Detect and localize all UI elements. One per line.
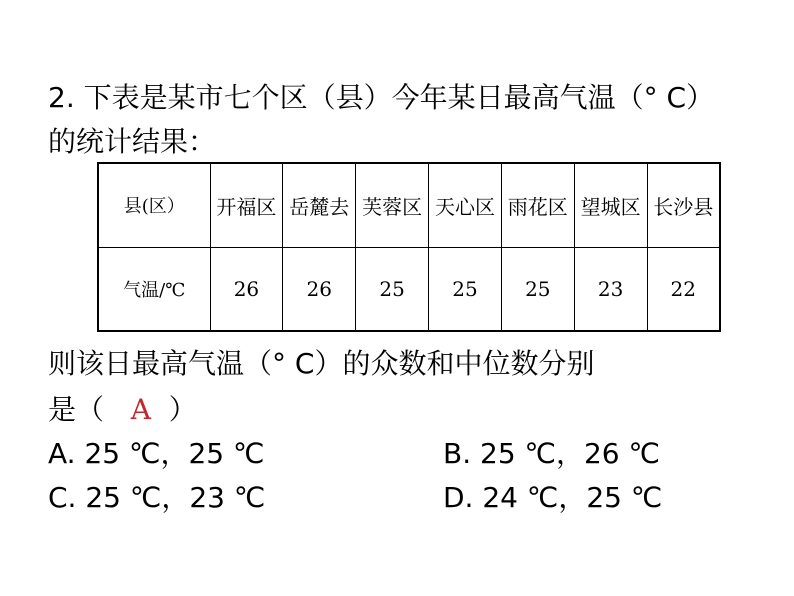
district-cell: 望城区 <box>574 163 647 247</box>
temperature-cell: 25 <box>429 247 502 331</box>
answer-letter: A <box>130 393 151 426</box>
row-label-district: 县(区） <box>98 163 210 247</box>
temperature-table <box>97 162 721 332</box>
table-row-districts <box>98 163 720 247</box>
temperature-cell: 26 <box>283 247 356 331</box>
question-text-line4 <box>48 392 197 428</box>
answer-suffix: ） <box>168 393 197 426</box>
temperature-cell: 22 <box>647 247 720 331</box>
answer-prefix: 是（ <box>48 393 105 426</box>
temperature-cell: 23 <box>574 247 647 331</box>
row-label-temperature: 气温/℃ <box>98 247 210 331</box>
question-text-line3: 则该日最高气温（° C）的众数和中位数分别 <box>48 347 595 380</box>
table-row-temperatures <box>98 247 720 331</box>
district-cell: 长沙县 <box>647 163 720 247</box>
district-cell: 雨花区 <box>501 163 574 247</box>
district-cell: 岳麓去 <box>283 163 356 247</box>
question-text-line1: 2. 下表是某市七个区（县）今年某日最高气温（° C） <box>48 81 715 114</box>
option-c[interactable]: C. 25 ℃，23 ℃ <box>48 481 266 514</box>
option-d[interactable]: D. 24 ℃，25 ℃ <box>443 481 663 514</box>
option-a[interactable]: A. 25 ℃，25 ℃ <box>48 437 265 470</box>
district-cell: 开福区 <box>210 163 283 247</box>
temperature-cell: 25 <box>501 247 574 331</box>
question-text-line2: 的统计结果： <box>48 125 217 158</box>
district-cell: 天心区 <box>429 163 502 247</box>
district-cell: 芙蓉区 <box>356 163 429 247</box>
temperature-cell: 25 <box>356 247 429 331</box>
option-b[interactable]: B. 25 ℃，26 ℃ <box>443 437 660 470</box>
temperature-cell: 26 <box>210 247 283 331</box>
